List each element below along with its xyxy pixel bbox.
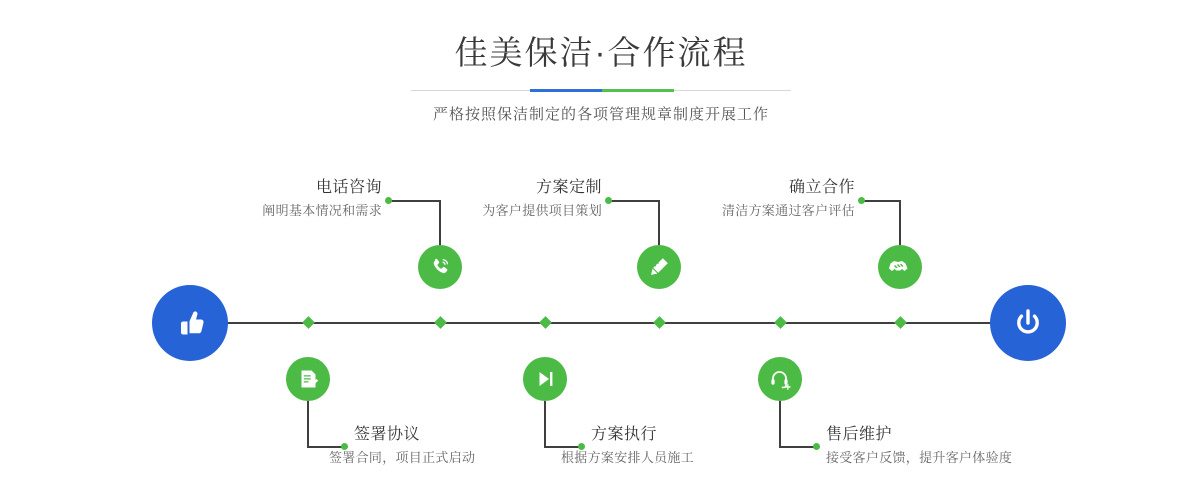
step-label-1 <box>250 177 382 221</box>
handshake-icon <box>888 255 912 279</box>
connector-line-3-h <box>609 200 659 202</box>
connector-line-4-v <box>544 401 546 448</box>
step-title-6: 售后维护 <box>826 426 893 443</box>
axis-marker-2 <box>302 316 315 329</box>
timeline-axis <box>156 322 1048 324</box>
timeline-end-endpoint <box>990 285 1066 361</box>
step-title-1: 电话咨询 <box>315 179 382 196</box>
step-label-6 <box>826 424 1012 468</box>
step-desc-6: 接受客户反馈，提升客户体验度 <box>826 450 1013 465</box>
connector-dot-5 <box>858 197 865 204</box>
headset-support-icon <box>768 367 792 391</box>
connector-line-1-h <box>389 200 440 202</box>
step-node-1 <box>418 245 462 289</box>
connector-line-6-v <box>779 401 781 448</box>
step-label-2 <box>329 424 476 468</box>
power-icon <box>1009 304 1047 342</box>
connector-line-3-v <box>658 200 660 245</box>
axis-marker-5 <box>894 316 907 329</box>
step-desc-4: 根据方案安排人员施工 <box>561 450 695 465</box>
connector-line-6-h <box>779 446 816 448</box>
axis-marker-6 <box>774 316 787 329</box>
step-label-4 <box>561 424 695 468</box>
step-node-3 <box>637 245 681 289</box>
connector-dot-1 <box>385 197 392 204</box>
step-label-5 <box>700 177 855 221</box>
connector-dot-6 <box>813 443 820 450</box>
step-desc-5: 清洁方案通过客户评估 <box>721 203 855 218</box>
step-label-3 <box>460 177 602 221</box>
thumbs-up-icon <box>171 304 209 342</box>
axis-marker-1 <box>434 316 447 329</box>
step-title-4: 方案执行 <box>591 426 658 443</box>
connector-line-5-v <box>899 200 901 245</box>
connector-dot-3 <box>605 197 612 204</box>
step-title-2: 签署协议 <box>354 426 421 443</box>
connector-line-2-v <box>307 401 309 448</box>
step-desc-1: 阐明基本情况和需求 <box>262 203 382 218</box>
axis-marker-4 <box>539 316 552 329</box>
step-title-5: 确立合作 <box>788 179 855 196</box>
step-node-6 <box>758 357 802 401</box>
step-node-4 <box>523 357 567 401</box>
document-edit-icon <box>296 367 320 391</box>
step-node-2 <box>286 357 330 401</box>
divider-accent-green <box>602 89 674 92</box>
phone-call-icon <box>428 255 452 279</box>
page-subtitle: 严格按照保洁制定的各项管理规章制度开展工作 <box>432 106 769 123</box>
timeline <box>0 155 1202 502</box>
connector-line-5-h <box>862 200 900 202</box>
play-step-icon <box>533 367 557 391</box>
header <box>0 30 1202 124</box>
pencil-ruler-icon <box>647 255 671 279</box>
step-desc-3: 为客户提供项目策划 <box>482 203 602 218</box>
timeline-start-endpoint <box>152 285 228 361</box>
page-title: 佳美保洁·合作流程 <box>454 34 748 71</box>
axis-marker-3 <box>653 316 666 329</box>
connector-line-1-v <box>439 200 441 245</box>
divider-accent-blue <box>530 89 602 92</box>
step-node-5 <box>878 245 922 289</box>
title-divider <box>411 89 791 92</box>
step-desc-2: 签署合同，项目正式启动 <box>329 450 476 465</box>
step-title-3: 方案定制 <box>535 179 602 196</box>
